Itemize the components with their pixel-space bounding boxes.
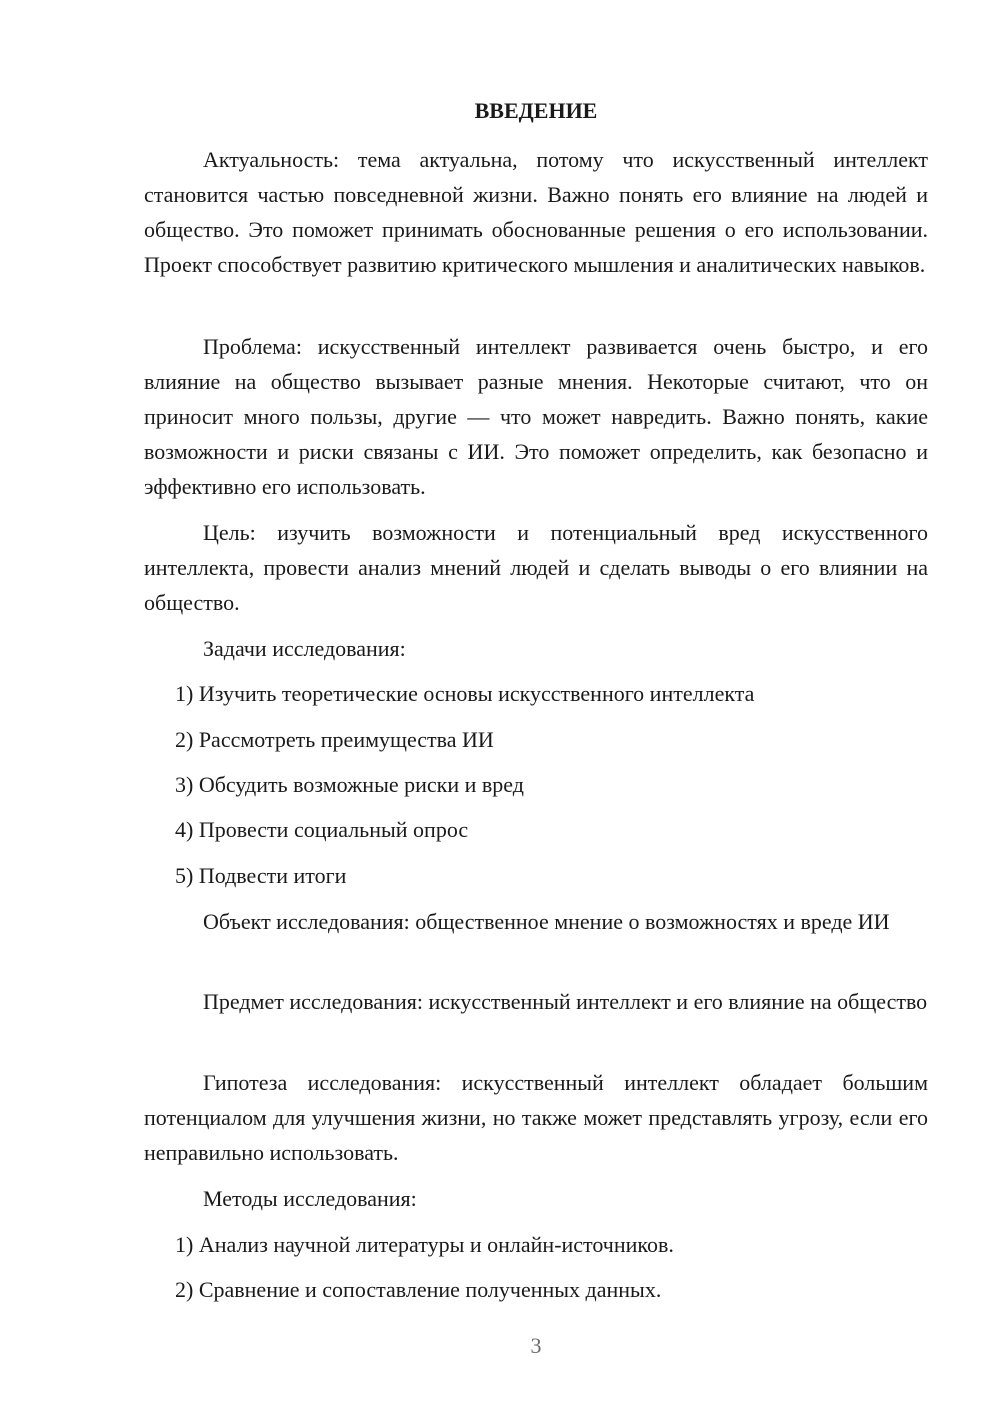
methods-heading: Методы исследования: (203, 1186, 417, 1211)
task-item: 5) Подвести итоги (175, 863, 347, 888)
hypothesis-paragraph: Гипотеза исследования: искусственный интеллект обладает большим потенциалом для улучшения жизни, но также может представлять угрозу, если его неправильно использовать. (144, 1070, 928, 1165)
method-item: 2) Сравнение и сопоставление полученных данных. (175, 1277, 662, 1302)
tasks-heading: Задачи исследования: (203, 636, 406, 661)
task-item: 4) Провести социальный опрос (175, 817, 469, 842)
task-item: 2) Рассмотреть преимущества ИИ (175, 727, 494, 752)
goal-paragraph: Цель: изучить возможности и потенциальный вред искусственного интеллекта, провести анализ мнений людей и сделать выводы о его влиянии на общество. (144, 520, 928, 615)
page-number: 3 (530, 1333, 542, 1358)
relevance-paragraph: Актуальность: тема актуальна, потому что искусственный интеллект становится частью повседневной жизни. Важно понять его влияние на людей и общество. Это поможет принимать обоснованные решения о его использовании. Проект способствует развитию критического мышления и аналитических навыков. (144, 147, 928, 277)
subject-paragraph: Предмет исследования: искусственный интеллект и его влияние на общество (203, 989, 928, 1014)
object-paragraph: Объект исследования: общественное мнение о возможностях и вреде ИИ (203, 909, 890, 934)
problem-paragraph: Проблема: искусственный интеллект развивается очень быстро, и его влияние на общество вызывает разные мнения. Некоторые считают, что он приносит много пользы, другие — что может навредить. Важно понять, какие возможности и риски связаны с ИИ. Это поможет определить, как безопасно и эффективно его использовать. (144, 334, 928, 499)
method-item: 1) Анализ научной литературы и онлайн-источников. (175, 1232, 674, 1257)
section-title: ВВЕДЕНИЕ (474, 98, 598, 123)
task-item: 3) Обсудить возможные риски и вред (175, 772, 524, 797)
task-item: 1) Изучить теоретические основы искусственного интеллекта (175, 681, 755, 706)
